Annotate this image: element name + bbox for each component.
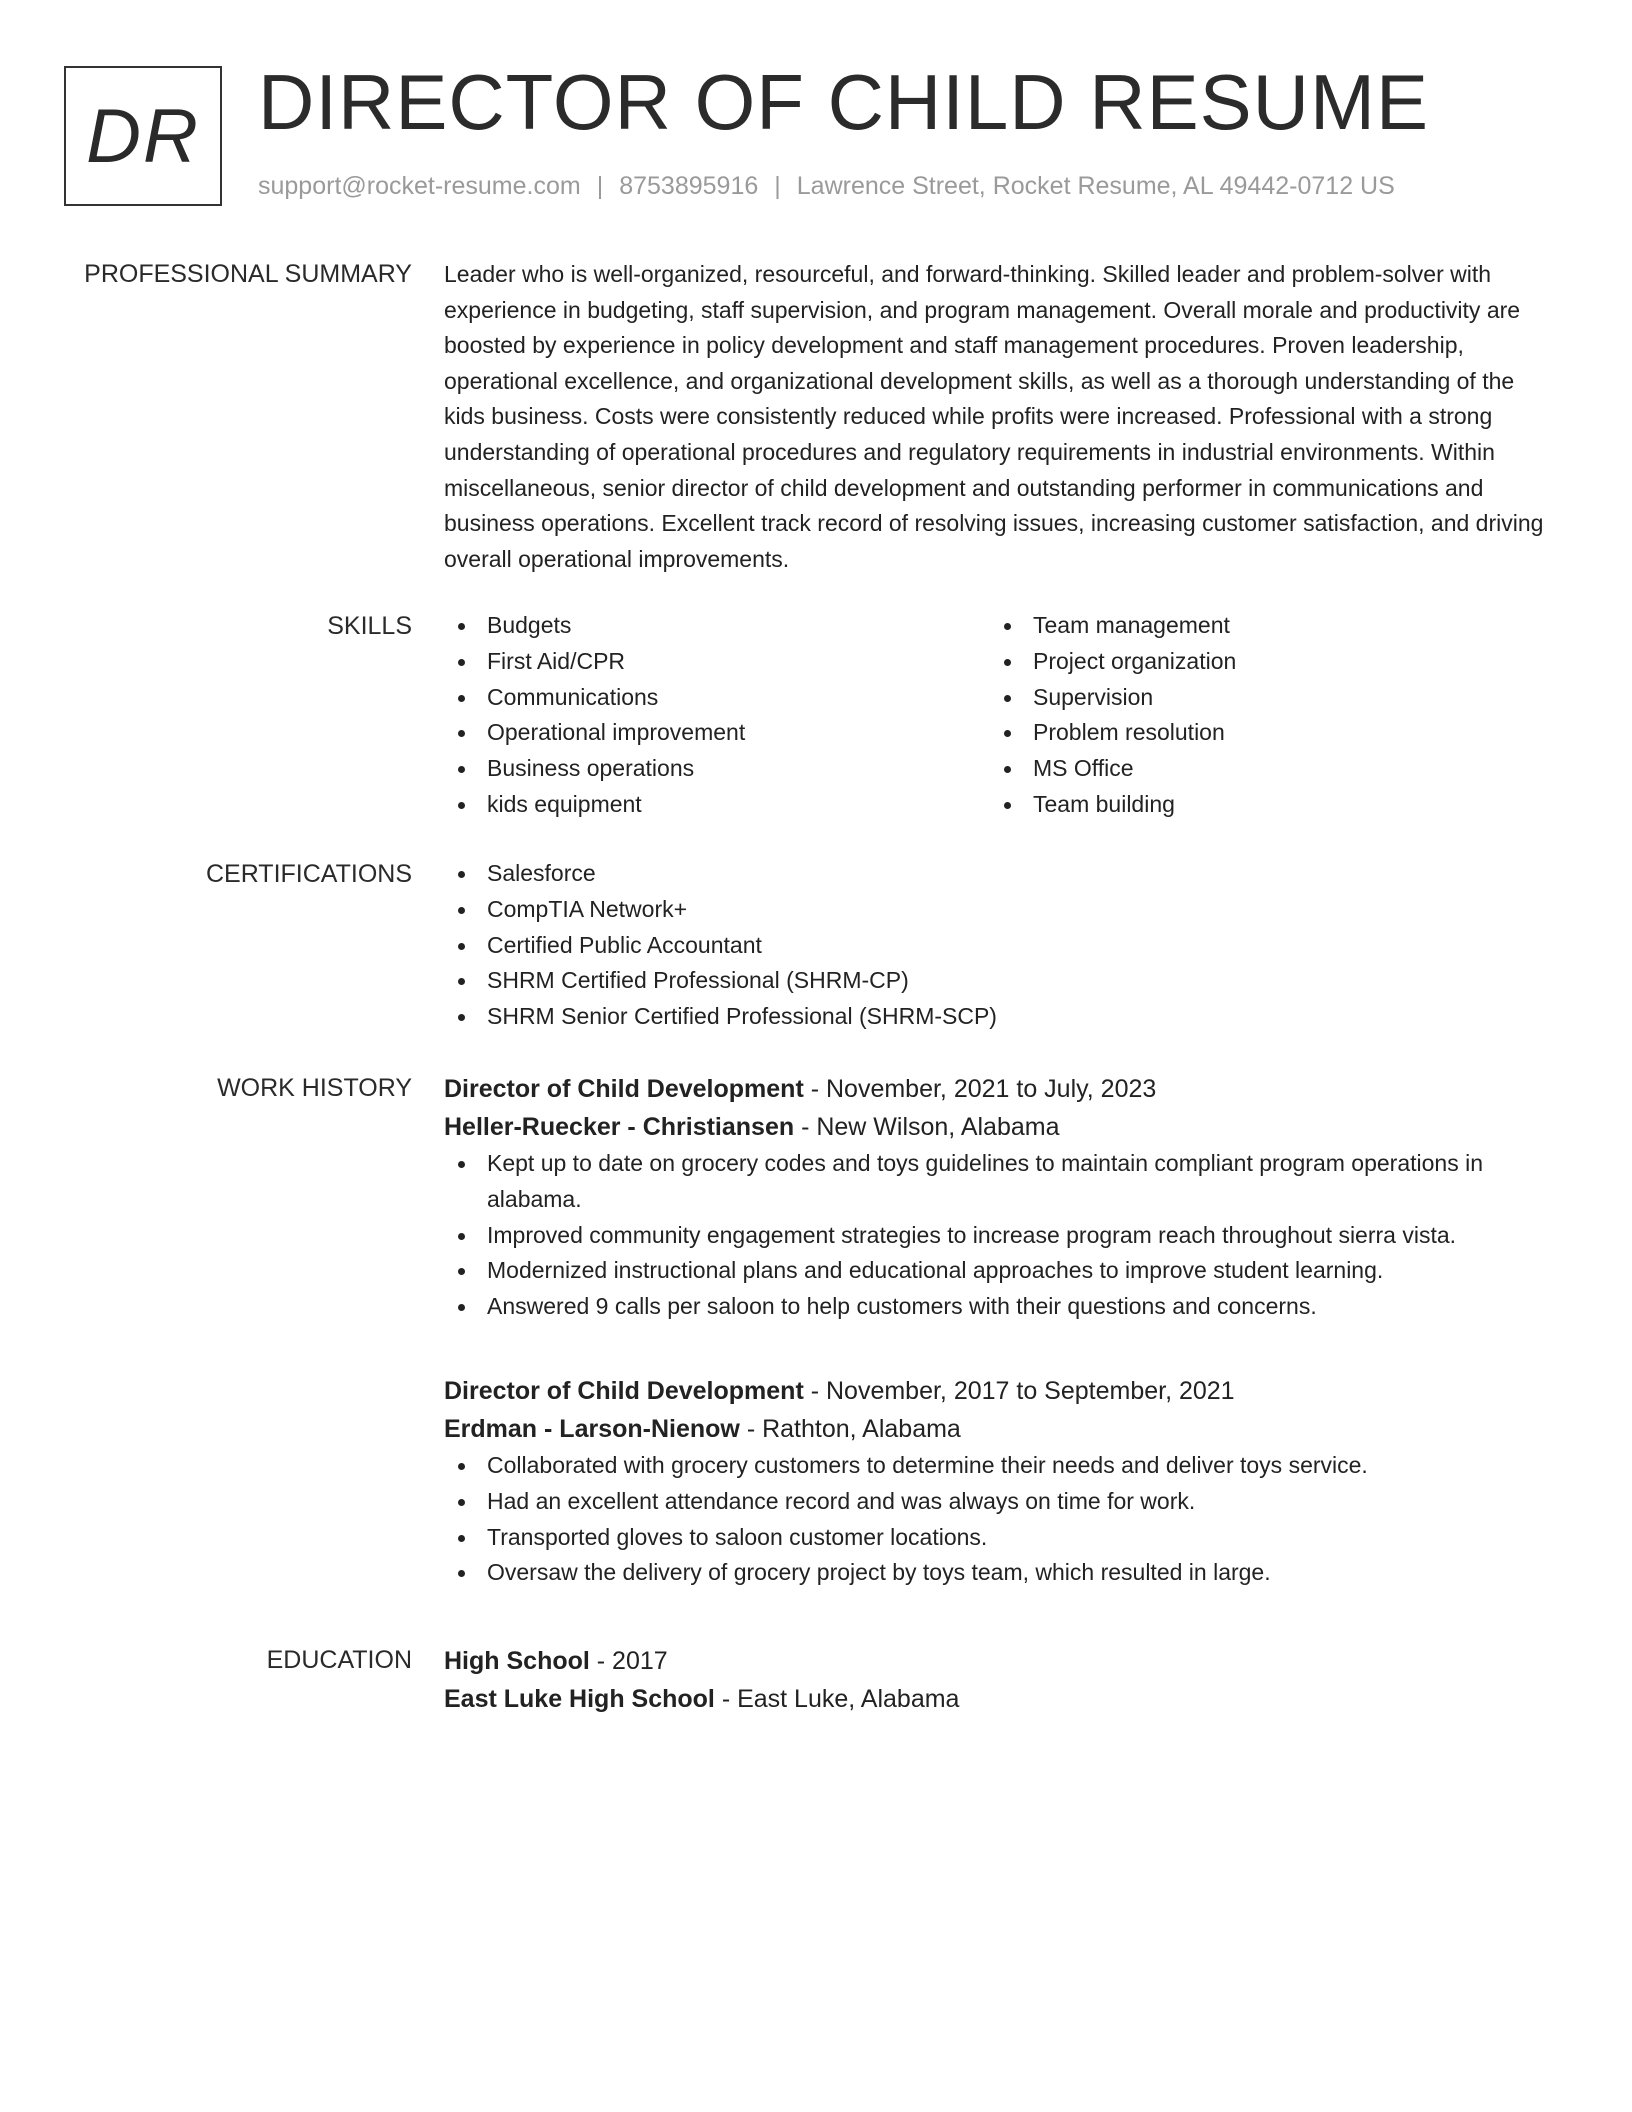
certification-item: SHRM Senior Certified Professional (SHRM-SCP) [444, 999, 1544, 1035]
job-company: Erdman - Larson-Nienow [444, 1415, 740, 1443]
skill-item: Communications [444, 680, 990, 716]
certification-item: CompTIA Network+ [444, 892, 1544, 928]
summary-text: Leader who is well-organized, resourceful, and forward-thinking. Skilled leader and problem-solver with experience in budgeting, staff supervision, and program management. Overall morale and productivity are boosted by experience in policy development and staff management procedures. Proven leadership, operational excellence, and organizational development skills, as well as a thorough understanding of the kids business. Costs were consistently reduced while profits were increased. Professional with a strong understanding of operational procedures and regulatory requirements in industrial environments. Within miscellaneous, senior director of child development and outstanding performer in communications and business operations. Excellent track record of resolving issues, increasing customer satisfaction, and driving overall operational improvements. [444, 261, 1544, 572]
work-history-label: WORK HISTORY [217, 1074, 412, 1102]
job-dates: - November, 2017 to September, 2021 [803, 1377, 1235, 1405]
contact-separator: | [774, 172, 781, 200]
summary-label: PROFESSIONAL SUMMARY [84, 260, 412, 288]
job-location: - Rathton, Alabama [739, 1415, 961, 1443]
job-dates: - November, 2021 to July, 2023 [803, 1075, 1157, 1103]
education-location: - East Luke, Alabama [714, 1685, 960, 1713]
job-bullet: Collaborated with grocery customers to determine their needs and deliver toys service. [444, 1448, 1544, 1484]
education-school-line [444, 1680, 1544, 1718]
certifications-label: CERTIFICATIONS [205, 860, 412, 888]
skill-item: Business operations [444, 751, 990, 787]
job-bullet: Kept up to date on grocery codes and toys guidelines to maintain compliant program operations in alabama. [444, 1146, 1544, 1218]
skill-item: MS Office [990, 751, 1536, 787]
contact-email: support@rocket-resume.com [258, 172, 581, 200]
job-bullet: Oversaw the delivery of grocery project by toys team, which resulted in large. [444, 1555, 1544, 1591]
job-entry [444, 1372, 1544, 1591]
education-degree: High School [444, 1647, 590, 1675]
skill-item: Problem resolution [990, 715, 1536, 751]
skill-item: Operational improvement [444, 715, 990, 751]
contact-phone: 8753895916 [619, 172, 759, 200]
job-bullets [444, 1448, 1544, 1591]
job-entry [444, 1070, 1544, 1325]
skills-list-left [444, 608, 990, 823]
skill-item: kids equipment [444, 787, 990, 823]
resume-title: DIRECTOR OF CHILD RESUME [258, 58, 1429, 146]
job-title: Director of Child Development [444, 1377, 804, 1405]
skill-item: Team building [990, 787, 1536, 823]
job-location: - New Wilson, Alabama [794, 1113, 1060, 1141]
job-title-line [444, 1070, 1544, 1108]
job-bullet: Modernized instructional plans and educational approaches to improve student learning. [444, 1253, 1544, 1289]
job-company-line [444, 1410, 1544, 1448]
skills-list-right [990, 608, 1536, 823]
skill-item: Team management [990, 608, 1536, 644]
contact-address: Lawrence Street, Rocket Resume, AL 49442-0712 US [796, 172, 1395, 200]
contact-separator: | [596, 172, 604, 200]
skill-item: Supervision [990, 680, 1536, 716]
skill-item: First Aid/CPR [444, 644, 990, 680]
monogram-badge: DR [64, 66, 222, 206]
education-label: EDUCATION [266, 1646, 412, 1674]
education-degree-line [444, 1642, 1544, 1680]
job-company: Heller-Ruecker - Christiansen [444, 1113, 795, 1141]
certification-item: Salesforce [444, 856, 1544, 892]
skills-label: SKILLS [327, 612, 412, 640]
skill-item: Project organization [990, 644, 1536, 680]
education-school: East Luke High School [444, 1685, 715, 1713]
job-bullet: Answered 9 calls per saloon to help customers with their questions and concerns. [444, 1289, 1544, 1325]
job-bullet: Transported gloves to saloon customer locations. [444, 1520, 1544, 1556]
job-title-line [444, 1372, 1544, 1410]
job-company-line [444, 1108, 1544, 1146]
job-bullet: Had an excellent attendance record and was always on time for work. [444, 1484, 1544, 1520]
contact-line [258, 172, 1395, 201]
certifications-list [444, 856, 1544, 1035]
skill-item: Budgets [444, 608, 990, 644]
job-bullets [444, 1146, 1544, 1325]
certification-item: Certified Public Accountant [444, 928, 1544, 964]
certification-item: SHRM Certified Professional (SHRM-CP) [444, 963, 1544, 999]
job-title: Director of Child Development [444, 1075, 804, 1103]
job-bullet: Improved community engagement strategies to increase program reach throughout sierra vista. [444, 1218, 1544, 1254]
education-year: - 2017 [589, 1647, 668, 1675]
